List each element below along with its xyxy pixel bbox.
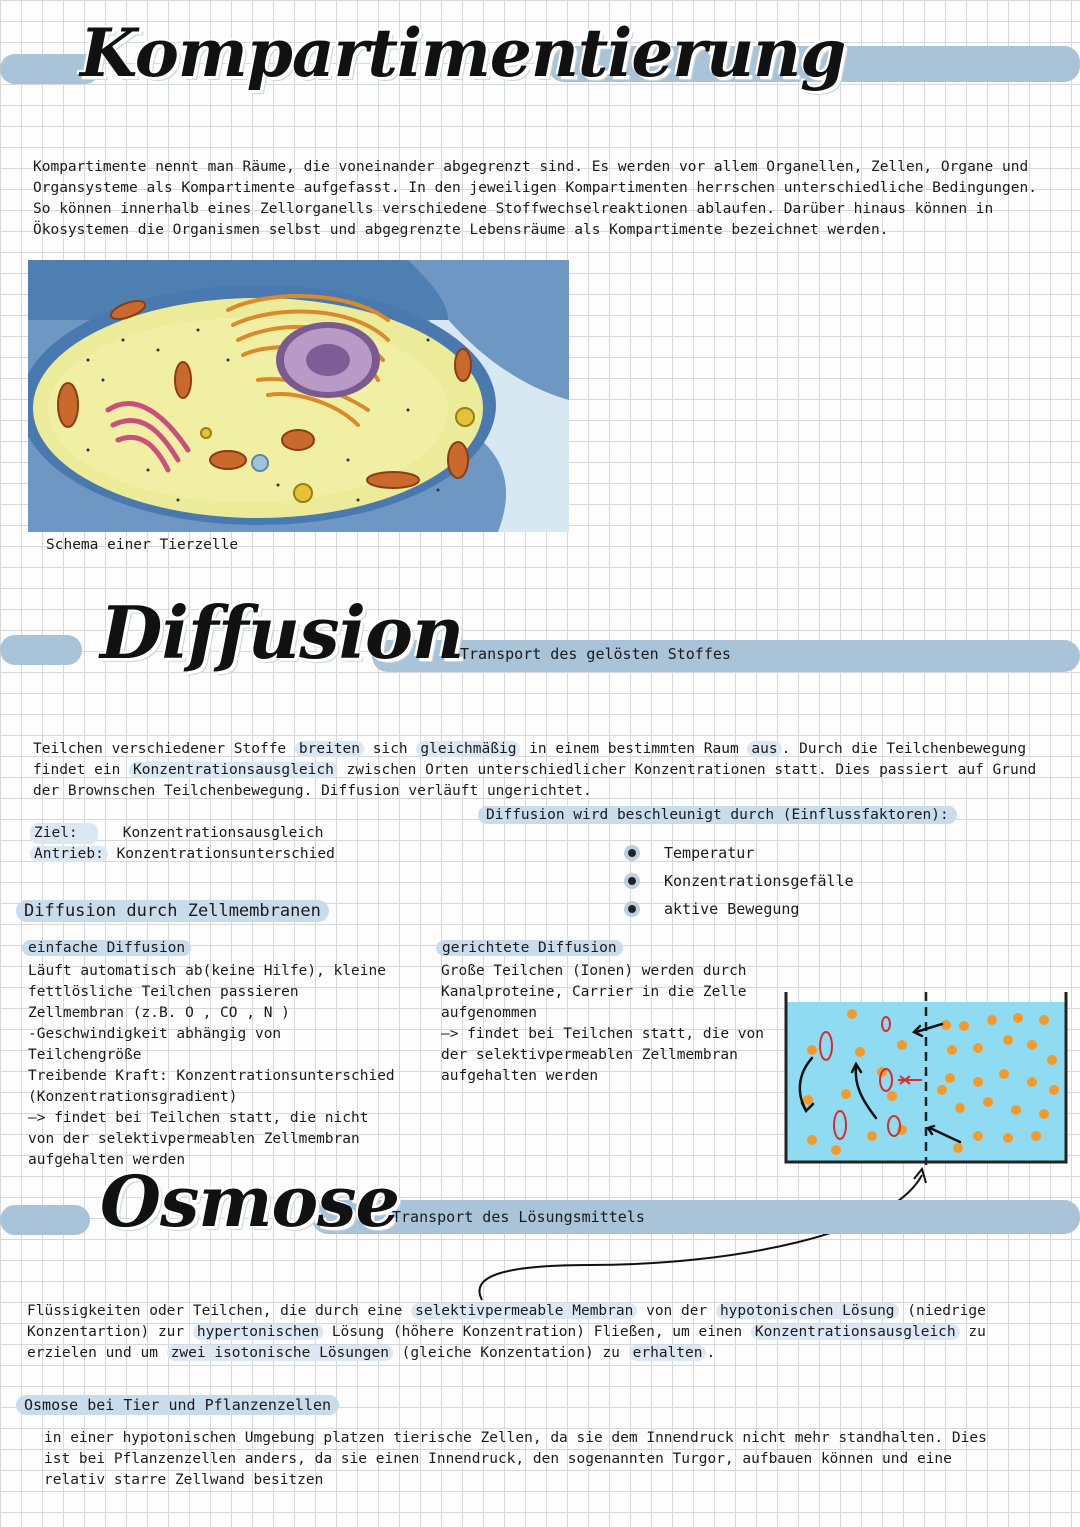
einfache-text: Läuft automatisch ab(keine Hilfe), kleine fettlösliche Teilchen passieren Zellmembran (z.B. O , CO , N ) -Geschwindigkeit abhängig von Teilchengröße Treibende Kraft: Konzentrationsunterschied (Konzentrationsgradient) —> findet bei Teilchen statt, die nicht von der selektivpermeablen Zellmembran aufgehalten werden xyxy=(28,963,395,1168)
factors-heading: Diffusion wird beschleunigt durch (Einflussfaktoren): xyxy=(478,806,957,824)
membrane-diagram xyxy=(782,990,1070,1165)
bullet-icon xyxy=(628,905,636,913)
diffusion-title: Diffusion xyxy=(100,590,464,675)
connector-arrow-icon xyxy=(470,1165,940,1305)
highlight: breiten xyxy=(295,741,364,757)
animal-cell-image xyxy=(28,260,569,532)
bullet-icon xyxy=(628,877,636,885)
antrieb-label: Antrieb: xyxy=(30,846,108,862)
list-item: Temperatur xyxy=(628,839,854,867)
osmose-sub-text: in einer hypotonischen Umgebung platzen tierische Zellen, da sie dem Innendruck nicht mehr standhalten. Dies ist bei Pflanzenzellen anders, da sie einen Innendruck, den sogenannten Turgor, aufbauen können und eine relativ starre Zellwand besitzen xyxy=(44,1430,987,1488)
image-caption: Schema einer Tierzelle xyxy=(46,537,239,553)
list-item: aktive Bewegung xyxy=(628,895,854,923)
gerichtete-text: Große Teilchen (Ionen) werden durch Kanalproteine, Carrier in die Zelle aufgenommen —> findet bei Teilchen statt, die von der selektivpermeablen Zellmembran aufgehalten werden xyxy=(441,963,765,1084)
highlight: selektivpermeable Membran xyxy=(411,1303,637,1319)
highlight: aus xyxy=(747,741,781,757)
diffusion-bar-left xyxy=(0,635,82,665)
diffusion-subtitle: Transport des gelösten Stoffes xyxy=(460,645,731,663)
intro-paragraph: Kompartimente nennt man Räume, die voneinander abgegrenzt sind. Es werden vor allem Organellen, Zellen, Organe und Organsysteme als Kompartimente aufgefasst. In den jeweiligen Kompartimenten herrschen unterschiedliche Bedingungen. So können innerhalb eines Zellorganells verschiedene Stoffwechselreaktionen ablaufen. Darüber hinaus können in Ökosystemen die Organismen selbst und abgegrenzte Lebensräume als Kompartimente bezeichnet werden. xyxy=(33,159,1037,238)
osmose-title: Osmose xyxy=(100,1160,400,1243)
osmose-sub-heading: Osmose bei Tier und Pflanzenzellen xyxy=(16,1395,339,1415)
ziel-row xyxy=(30,823,324,844)
list-item: Konzentrationsgefälle xyxy=(628,867,854,895)
membrane-heading: Diffusion durch Zellmembranen xyxy=(16,900,329,922)
osmose-bar-left xyxy=(0,1205,90,1235)
highlight: Konzentrationsausgleich xyxy=(129,762,338,778)
highlight: zwei isotonische Lösungen xyxy=(167,1345,393,1361)
highlight: hypotonischen Lösung xyxy=(716,1303,899,1319)
membrane-diagram-svg xyxy=(782,990,1070,1165)
diffusion-paragraph: Teilchen verschiedener Stoffe breiten sich gleichmäßig in einem bestimmten Raum aus . Durch die Teilchenbewegung findet ein Konzentrationsausgleich zwischen Orten unterschiedlicher Konzentrationen statt. Dies passiert auf Grund der Brownschen Teilchenbewegung. Diffusion verläuft ungerichtet. xyxy=(33,741,1037,799)
ziel-value: Konzentrationsausgleich xyxy=(122,825,324,841)
page-title: Kompartimentierung xyxy=(80,14,846,92)
animal-cell-illustration xyxy=(28,260,569,532)
einfache-heading: einfache Diffusion xyxy=(22,940,191,956)
highlight: gleichmäßig xyxy=(416,741,520,757)
osmose-paragraph: Flüssigkeiten oder Teilchen, die durch eine selektivpermeable Membran von der hypotonischen Lösung (niedrige Konzentartion) zur hypertonischen Lösung (höhere Konzentration) Fließen, um einen Konzentrationsausgleich zu erzielen und um zwei isotonische Lösungen (gleiche Konzentation) zu erhalten . xyxy=(27,1303,986,1361)
factors-list xyxy=(628,839,854,923)
highlight: Konzentrationsausgleich xyxy=(751,1324,960,1340)
highlight: erhalten xyxy=(629,1345,707,1361)
antrieb-value: Konzentrationsunterschied xyxy=(116,846,335,862)
antrieb-row xyxy=(30,844,335,865)
ziel-label: Ziel: xyxy=(30,823,98,844)
osmose-subtitle: Transport des Lösungsmittels xyxy=(392,1208,645,1226)
bullet-icon xyxy=(628,849,636,857)
gerichtete-heading: gerichtete Diffusion xyxy=(436,940,623,956)
highlight: hypertonischen xyxy=(193,1324,323,1340)
